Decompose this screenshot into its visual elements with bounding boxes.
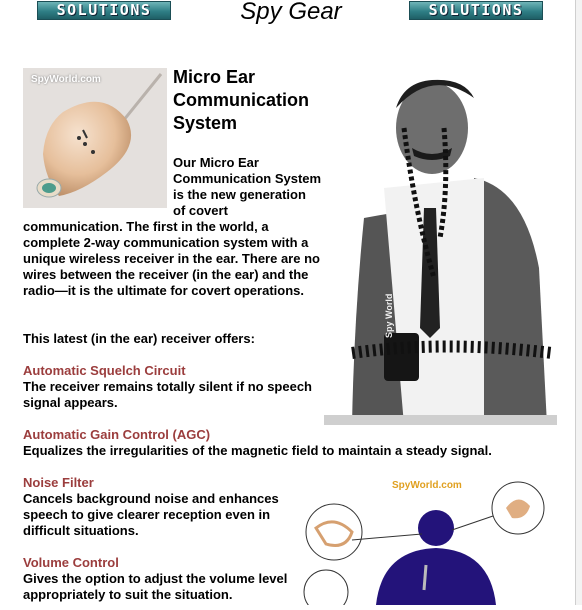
intro-paragraph: communication. The first in the world, a complete 2-way communication system with a unique wireless receiver in the ear. There are no wires between the receiver (in the ear) and the radio—it is the ultimate for covert operations.: [23, 219, 320, 298]
intro-line-3: is the new generation: [173, 187, 306, 202]
feature-text-noise: Cancels background noise and enhances speech to give clearer reception even in difficult situations.: [23, 491, 279, 538]
diagram-watermark: SpyWorld.com: [392, 480, 462, 491]
intro-line-4: of covert: [173, 203, 228, 218]
feature-text-squelch: The receiver remains totally silent if no speech signal appears.: [23, 379, 312, 410]
scrollbar-edge[interactable]: [575, 0, 582, 605]
feature-title-squelch: Automatic Squelch Circuit: [23, 363, 186, 378]
system-diagram-image: [296, 470, 558, 605]
solutions-button-left[interactable]: SOLUTIONS: [37, 1, 171, 20]
page-title: Spy Gear: [240, 0, 342, 25]
solutions-button-right[interactable]: SOLUTIONS: [409, 1, 543, 20]
feature-title-volume: Volume Control: [23, 555, 119, 570]
micro-ear-product-image: [23, 68, 167, 208]
feature-text-volume: Gives the option to adjust the volume level appropriately to suit the situation.: [23, 571, 288, 602]
offers-line: This latest (in the ear) receiver offers:: [23, 331, 255, 346]
feature-text-agc: Equalizes the irregularities of the magnetic field to maintain a steady signal.: [23, 443, 492, 458]
intro-line-2: Communication System: [173, 171, 322, 186]
feature-title-noise: Noise Filter: [23, 475, 94, 490]
feature-title-agc: Automatic Gain Control (AGC): [23, 427, 211, 442]
product-watermark: SpyWorld.com: [31, 74, 101, 85]
micro-ear-earpiece-icon: [23, 68, 167, 208]
agent-photo: [324, 68, 557, 425]
article-heading: Micro Ear Communication System: [173, 67, 310, 133]
device-label: Spy World: [384, 293, 394, 338]
intro-line-1: Our Micro Ear: [173, 155, 259, 170]
agent-figure-icon: [324, 68, 557, 425]
